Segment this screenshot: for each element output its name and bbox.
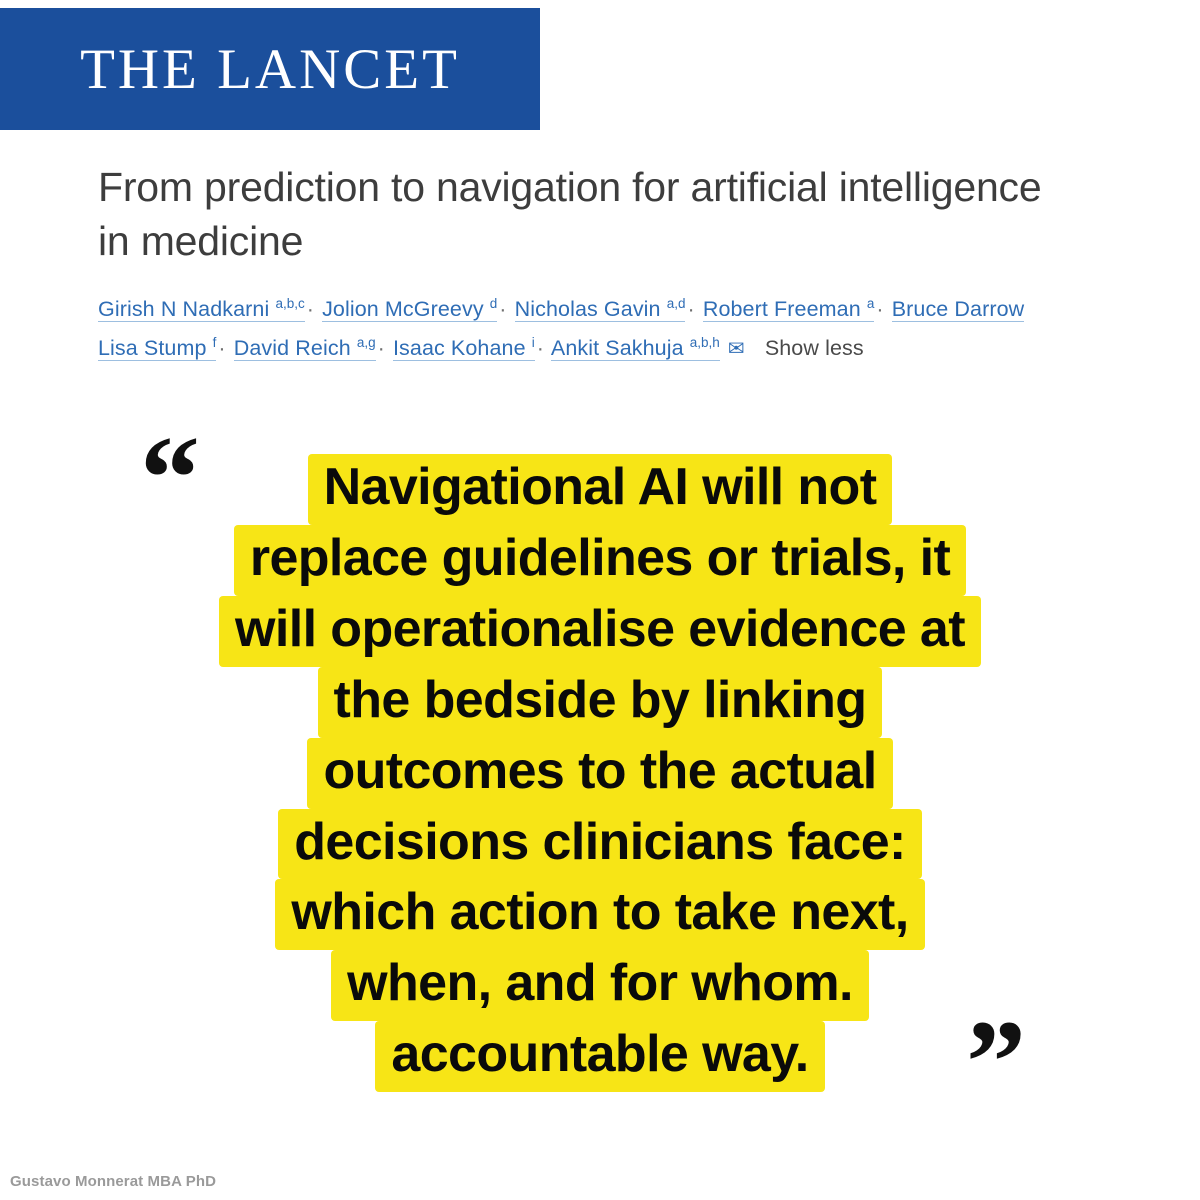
quote-line: which action to take next, bbox=[275, 879, 924, 950]
show-less-button[interactable]: Show less bbox=[764, 336, 864, 361]
author-link[interactable] bbox=[98, 297, 305, 322]
author-link[interactable] bbox=[98, 336, 216, 361]
author-separator: · bbox=[536, 336, 545, 361]
author-separator: · bbox=[687, 297, 695, 322]
author-name: Lisa Stump bbox=[98, 336, 207, 361]
author-affiliation: f bbox=[212, 335, 217, 351]
quote-line: the bedside by linking bbox=[318, 667, 883, 738]
author-name: Bruce Darrow bbox=[891, 297, 1025, 322]
quote-line: outcomes to the actual bbox=[307, 738, 892, 809]
author-affiliation: a bbox=[866, 296, 875, 312]
author-name: Nicholas Gavin bbox=[514, 297, 661, 322]
author-name: Jolion McGreevy bbox=[322, 297, 484, 322]
quote-line: Navigational AI will not bbox=[308, 454, 893, 525]
author-name: Robert Freeman bbox=[702, 297, 861, 322]
quote-close-mark: ” bbox=[966, 995, 1022, 1128]
author-name: David Reich bbox=[233, 336, 351, 361]
author-list bbox=[98, 290, 1118, 368]
author-link[interactable] bbox=[393, 336, 535, 361]
author-affiliation: i bbox=[531, 335, 535, 351]
author-credit: Gustavo Monnerat MBA PhD bbox=[10, 1173, 217, 1190]
author-affiliation: a,b,h bbox=[689, 335, 720, 351]
author-link[interactable] bbox=[322, 297, 497, 322]
author-link[interactable] bbox=[551, 336, 720, 361]
author-affiliation: a,d bbox=[666, 296, 686, 312]
author-name: Girish N Nadkarni bbox=[98, 297, 270, 322]
quote-line: replace guidelines or trials, it bbox=[234, 525, 966, 596]
quote-open-mark: “ bbox=[140, 411, 196, 544]
author-separator: · bbox=[377, 336, 385, 361]
author-link[interactable] bbox=[515, 297, 686, 322]
quote-highlight bbox=[140, 428, 1060, 1128]
envelope-icon[interactable]: ✉ bbox=[727, 338, 745, 361]
author-name: Ankit Sakhuja bbox=[550, 336, 684, 361]
quote-line: accountable way. bbox=[375, 1021, 824, 1092]
quote-line: when, and for whom. bbox=[331, 950, 869, 1021]
author-link[interactable] bbox=[892, 297, 1025, 322]
quote-line: will operationalise evidence at bbox=[219, 596, 981, 667]
author-separator: · bbox=[306, 297, 314, 322]
author-link[interactable] bbox=[234, 336, 376, 361]
author-name: Isaac Kohane bbox=[392, 336, 526, 361]
quote-block bbox=[0, 410, 1200, 1150]
journal-logo-text: THE LANCET bbox=[80, 37, 460, 101]
author-affiliation: d bbox=[489, 296, 498, 312]
article-title: From prediction to navigation for artificial intelligence in medicine bbox=[98, 164, 1042, 265]
quote-line: decisions clinicians face: bbox=[278, 809, 922, 880]
journal-logo-banner bbox=[0, 8, 540, 130]
author-link[interactable] bbox=[703, 297, 875, 322]
author-separator: · bbox=[218, 336, 226, 361]
article-header bbox=[98, 160, 1118, 368]
author-affiliation: a,b,c bbox=[275, 296, 305, 312]
author-separator: · bbox=[876, 297, 884, 322]
author-affiliation: a,g bbox=[356, 335, 376, 351]
author-separator: · bbox=[499, 297, 507, 322]
